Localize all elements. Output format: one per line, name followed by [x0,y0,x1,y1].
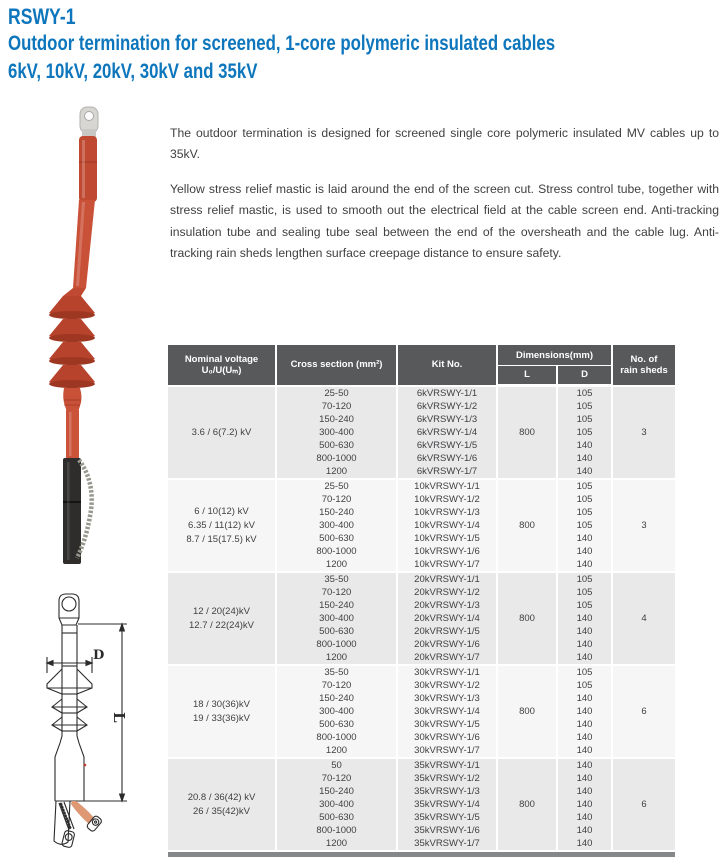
copper-earth-lead-drawing [71,801,103,832]
table-value: 70-120 [321,401,352,412]
cell-cross-sections [277,480,396,571]
table-value: 30kVRSWY-1/4 [414,706,480,717]
table-value: 1200 [325,652,348,663]
table-value: 35-50 [324,667,349,678]
stress-control-area-photo [63,388,81,458]
voltage-group-row [168,666,675,757]
table-value: 800-1000 [316,546,357,557]
spec-table-body [168,387,675,850]
table-value: 140 [576,825,593,836]
table-value: 10kVRSWY-1/2 [414,494,480,505]
sealing-tube-photo [79,136,97,202]
table-value: 800-1000 [316,732,357,743]
table-value: 140 [576,745,593,756]
table-value: 10kVRSWY-1/5 [414,533,480,544]
header-dim-d: D [558,366,611,384]
table-value: 35-50 [324,574,349,585]
cell-kit-numbers [398,480,496,571]
table-value: 70-120 [321,773,352,784]
voltage-group-row [168,387,675,478]
table-value: 35kVRSWY-1/5 [414,812,480,823]
page-title-line2: 6kV, 10kV, 20kV, 30kV and 35kV [8,60,258,83]
table-value: 1200 [325,745,348,756]
table-value: 1200 [325,559,348,570]
header-nominal-voltage [168,345,275,385]
table-value: 140 [576,453,593,464]
table-value: 30kVRSWY-1/1 [414,667,480,678]
table-value: 18 / 30(36)kV [192,698,251,710]
table-value: 140 [576,639,593,650]
cell-nominal-voltage [168,666,275,757]
cell-nominal-voltage [168,759,275,850]
table-value: 20kVRSWY-1/6 [414,639,480,650]
header-cross-section: Cross section (mm²) [277,345,396,385]
table-value: 500-630 [319,719,354,730]
table-value: 35kVRSWY-1/6 [414,825,480,836]
table-value: 140 [576,693,593,704]
cell-diameter-d [558,666,611,757]
table-value: 12 / 20(24)kV [192,605,251,617]
cell-diameter-d [558,759,611,850]
cable-end-drawing [54,801,75,848]
table-value: 140 [576,613,593,624]
page-title [8,30,555,86]
table-value: 150-240 [319,507,354,518]
table-value: 12.7 / 22(24)kV [189,619,254,631]
table-value: 150-240 [319,786,354,797]
table-value: 8.7 / 15(17.5) kV [186,533,257,545]
table-value: 1200 [325,838,348,849]
table-value: 140 [576,773,593,784]
dimension-d-lines [47,657,92,673]
table-value: 140 [576,546,593,557]
cable-lug-drawing [59,594,79,625]
table-value: 6kVRSWY-1/6 [416,453,478,464]
cell-rain-sheds: 4 [613,573,675,664]
table-value: 105 [576,587,593,598]
table-value: 6kVRSWY-1/7 [416,466,478,477]
table-value: 105 [576,401,593,412]
termination-body-drawing [62,625,77,736]
table-value: 105 [576,600,593,611]
cell-kit-numbers [398,387,496,478]
table-value: 105 [576,494,593,505]
table-value: 20kVRSWY-1/1 [414,574,480,585]
table-value: 140 [576,732,593,743]
cell-rain-sheds: 3 [613,480,675,571]
table-value: 6kVRSWY-1/3 [416,414,478,425]
table-value: 6kVRSWY-1/5 [416,440,478,451]
table-value: 140 [576,533,593,544]
table-value: 105 [576,574,593,585]
cell-nominal-voltage [168,573,275,664]
table-value: 30kVRSWY-1/5 [414,719,480,730]
table-value: 500-630 [319,812,354,823]
table-value: 140 [576,812,593,823]
cell-cross-sections [277,387,396,478]
table-value: 30kVRSWY-1/7 [414,745,480,756]
cell-rain-sheds: 6 [613,666,675,757]
table-value: 150-240 [319,600,354,611]
table-value: 300-400 [319,613,354,624]
table-value: 140 [576,799,593,810]
table-value: 19 / 33(36)kV [192,712,251,724]
cell-cross-sections [277,666,396,757]
cell-length-l: 800 [498,573,556,664]
table-value: 25-50 [324,481,349,492]
header-kit-no: Kit No. [398,345,496,385]
table-value: 20kVRSWY-1/3 [414,600,480,611]
table-value: 105 [576,414,593,425]
cable-lug-photo [80,107,98,138]
table-value: 300-400 [319,520,354,531]
cell-kit-numbers [398,666,496,757]
description [170,123,719,264]
table-value: 3.6 / 6(7.2) kV [191,426,252,438]
cell-cross-sections [277,759,396,850]
table-value: 35kVRSWY-1/4 [414,799,480,810]
table-value: 800-1000 [316,825,357,836]
cell-cross-sections [277,573,396,664]
table-value: 25-50 [324,388,349,399]
product-photo [15,104,165,570]
cable-oversheath-photo [63,458,81,564]
table-value: 10kVRSWY-1/1 [414,481,480,492]
table-value: 6 / 10(12) kV [194,505,249,517]
table-value: 35kVRSWY-1/7 [414,838,480,849]
table-value: 35kVRSWY-1/3 [414,786,480,797]
table-value: 300-400 [319,706,354,717]
table-value: 105 [576,680,593,691]
table-value: 35kVRSWY-1/2 [414,773,480,784]
table-value: 105 [576,481,593,492]
cell-length-l: 800 [498,480,556,571]
header-nominal-voltage-line1: Nominal voltage [184,353,259,365]
table-value: 500-630 [319,533,354,544]
table-value: 6kVRSWY-1/4 [416,427,478,438]
cell-length-l: 800 [498,387,556,478]
cell-nominal-voltage [168,387,275,478]
spec-table-header [168,345,675,385]
table-value: 20kVRSWY-1/2 [414,587,480,598]
cell-diameter-d [558,480,611,571]
table-value: 10kVRSWY-1/3 [414,507,480,518]
table-value: 70-120 [321,680,352,691]
table-value: 300-400 [319,799,354,810]
table-value: 500-630 [319,626,354,637]
table-value: 6kVRSWY-1/2 [416,401,478,412]
cell-kit-numbers [398,759,496,850]
table-value: 150-240 [319,414,354,425]
cell-diameter-d [558,387,611,478]
dimension-d-label: D [93,648,105,663]
table-value: 26 / 35(42)kV [192,805,251,817]
table-value: 140 [576,719,593,730]
termination-boot-drawing [55,736,86,801]
table-value: 105 [576,388,593,399]
table-value: 105 [576,667,593,678]
product-code: RSWY-1 [8,4,76,29]
table-value: 20kVRSWY-1/7 [414,652,480,663]
table-value: 10kVRSWY-1/4 [414,520,480,531]
cell-nominal-voltage [168,480,275,571]
table-value: 30kVRSWY-1/3 [414,693,480,704]
cell-diameter-d [558,573,611,664]
voltage-group-row [168,573,675,664]
table-value: 140 [576,440,593,451]
description-paragraph-2: Yellow stress relief mastic is laid around the end of the screen cut. Stress control tube, together with stress relief mastic, is used to smooth out the electrical field at the cable screen end. Anti-tracking insulation tube and sealing tube seal between the end of the oversheath and the cable lug. Anti-tracking rain sheds lengthen surface creepage distance to ensure safety. [170,181,719,261]
table-value: 70-120 [321,494,352,505]
header-rain-sheds [613,345,675,385]
table-value: 140 [576,760,593,771]
table-value: 20kVRSWY-1/4 [414,613,480,624]
table-value: 1200 [325,466,348,477]
dimension-diagram [10,591,160,861]
table-value: 500-630 [319,440,354,451]
voltage-group-row [168,480,675,571]
table-bottom-bar [168,852,675,857]
table-value: 6kVRSWY-1/1 [416,388,478,399]
cell-rain-sheds: 3 [613,387,675,478]
header-rain-sheds-line1: No. of [630,353,658,365]
insulation-tube-photo [63,200,95,296]
cell-kit-numbers [398,573,496,664]
table-value: 105 [576,427,593,438]
header-dimensions-title: Dimensions(mm) [498,345,611,366]
table-value: 20.8 / 36(42) kV [187,791,256,803]
table-value: 140 [576,466,593,477]
table-value: 140 [576,706,593,717]
header-dim-l: L [498,366,556,384]
table-value: 35kVRSWY-1/1 [414,760,480,771]
dimension-l-label: L [110,712,128,723]
voltage-group-row [168,759,675,850]
header-nominal-voltage-line2: U₀/U(Uₘ) [201,365,242,376]
table-value: 50 [331,760,342,771]
description-paragraph-1: The outdoor termination is designed for screened single core polymeric insulated MV cables up to 35kV. [170,126,719,162]
header-dimensions [498,345,611,385]
table-value: 105 [576,507,593,518]
table-value: 140 [576,652,593,663]
cell-length-l: 800 [498,666,556,757]
table-value: 70-120 [321,587,352,598]
table-value: 30kVRSWY-1/6 [414,732,480,743]
table-value: 140 [576,559,593,570]
table-value: 10kVRSWY-1/7 [414,559,480,570]
table-value: 30kVRSWY-1/2 [414,680,480,691]
page-title-line1: Outdoor termination for screened, 1-core polymeric insulated cables [8,32,556,55]
spec-table [168,345,675,857]
table-value: 140 [576,786,593,797]
table-value: 800-1000 [316,453,357,464]
table-value: 10kVRSWY-1/6 [414,546,480,557]
table-value: 20kVRSWY-1/5 [414,626,480,637]
table-value: 140 [576,626,593,637]
table-value: 150-240 [319,693,354,704]
cell-rain-sheds: 6 [613,759,675,850]
table-value: 6.35 / 11(12) kV [188,519,255,531]
table-value: 300-400 [319,427,354,438]
table-value: 105 [576,520,593,531]
table-value: 140 [576,838,593,849]
rain-sheds-photo [49,296,95,388]
header-rain-sheds-line2: rain sheds [620,365,668,376]
cell-length-l: 800 [498,759,556,850]
rain-sheds-drawing [47,669,92,731]
table-value: 800-1000 [316,639,357,650]
